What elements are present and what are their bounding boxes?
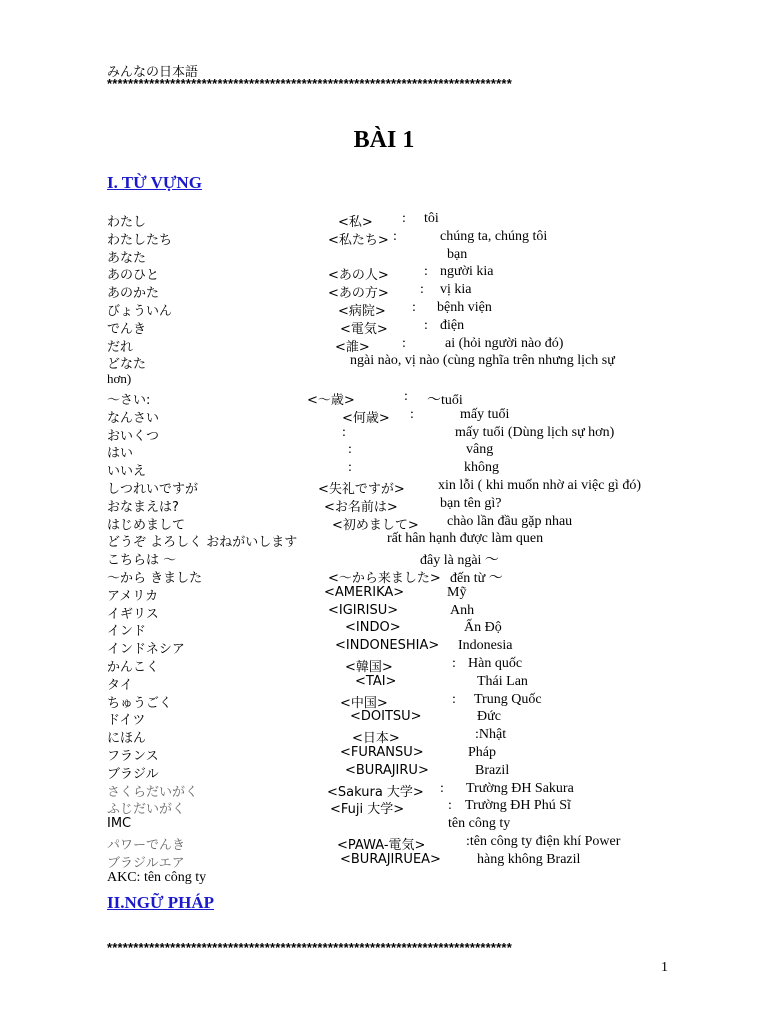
vocab-meaning: tên công ty [448, 816, 511, 832]
vocab-word: どなた [107, 357, 147, 373]
vocab-row [0, 798, 768, 816]
vocab-row [0, 264, 768, 282]
vocab-word: アメリカ [107, 588, 159, 604]
vocab-meaning: Indonesia [458, 638, 513, 654]
vocab-word: はじめまして [107, 517, 186, 533]
section-vocabulary-heading: I. TỪ VỰNG [107, 173, 202, 192]
vocab-row [0, 692, 768, 710]
vocab-kanji: <失礼ですが> [318, 482, 405, 497]
book-title: みんなの日本語 [107, 65, 199, 80]
vocab-meaning: bệnh viện [437, 300, 492, 315]
vocab-word: インドネシア [107, 642, 185, 658]
vocab-colon: : [452, 656, 456, 671]
vocab-meaning: rất hân hạnh được làm quen [387, 531, 544, 547]
vocab-row [0, 567, 768, 585]
vocab-kanji: <中国> [340, 695, 388, 711]
vocab-row [0, 300, 768, 318]
vocab-word: おなまえは? [107, 499, 179, 515]
vocab-row [0, 478, 768, 496]
vocab-row [0, 496, 768, 514]
vocab-row [0, 425, 768, 443]
bottom-divider: ***************************************************************************** [107, 940, 512, 955]
vocab-word: わたしたち [107, 232, 173, 248]
vocab-row [0, 531, 768, 549]
vocab-row [0, 745, 768, 763]
vocab-meaning: tôi [424, 211, 439, 226]
vocab-row [0, 674, 768, 692]
vocab-kanji: <INDONESHIA> [335, 638, 440, 654]
vocab-row [0, 460, 768, 478]
vocab-colon: : [412, 300, 416, 315]
vocab-word: あのひと [107, 268, 160, 284]
vocab-word: フランス [107, 749, 159, 764]
vocab-row [0, 620, 768, 638]
vocab-row [0, 638, 768, 656]
vocab-colon: : [393, 228, 397, 244]
vocab-row [0, 389, 768, 407]
vocab-word: でんき [107, 321, 147, 337]
vocab-row [0, 834, 768, 852]
vocab-colon: : [348, 442, 352, 458]
vocab-meaning: mấy tuổi [460, 406, 510, 422]
vocab-meaning: Thái Lan [477, 673, 528, 689]
vocab-word: IMC [107, 816, 132, 832]
vocab-kanji: <電気> [340, 321, 388, 337]
vocab-colon: : [420, 282, 424, 298]
vocab-kanji: <日本> [352, 731, 400, 747]
vocab-colon: : [424, 317, 428, 333]
vocab-kanji: <何歳> [342, 410, 390, 426]
vocab-word: おいくつ [107, 428, 160, 444]
vocab-kanji: <PAWA-電気> [337, 838, 426, 853]
vocab-word: ふじだいがく [107, 802, 186, 818]
vocab-meaning: Anh [450, 602, 475, 618]
vocab-meaning: ngài nào, vị nào (cùng nghĩa trên nhưng lịch sự [350, 353, 615, 369]
vocab-kanji: <DOITSU> [350, 709, 422, 725]
vocab-row [0, 816, 768, 834]
vocab-word: さくらだいがく [107, 784, 199, 800]
vocab-word: しつれいですが [107, 482, 199, 497]
vocab-row [0, 514, 768, 532]
vocab-row [0, 371, 768, 389]
vocab-meaning: người kia [440, 264, 494, 280]
vocab-word: AKC: tên công ty [107, 869, 207, 885]
vocab-meaning: bạn [447, 246, 468, 262]
vocab-word: パワーでんき [107, 838, 186, 853]
vocab-colon: : [402, 335, 406, 351]
vocab-word: ドイツ [107, 713, 146, 729]
vocab-word: ちゅうごく [107, 695, 173, 711]
vocab-kanji: <IGIRISU> [328, 602, 399, 618]
vocab-meaning: xin lỗi ( khi muốn nhờ ai việc gì đó) [438, 478, 641, 493]
vocab-colon: : [348, 460, 352, 476]
vocab-colon: : [452, 691, 456, 707]
vocab-row [0, 549, 768, 567]
vocab-meaning: Ấn Độ [464, 620, 502, 636]
vocab-word: インド [107, 624, 147, 640]
vocab-row [0, 709, 768, 727]
vocab-row [0, 247, 768, 265]
vocab-meaning: Mỹ [447, 584, 467, 600]
vocab-meaning: hàng không Brazil [477, 851, 581, 867]
vocab-row [0, 407, 768, 425]
top-divider: ***************************************************************************** [107, 76, 512, 91]
vocab-word: なんさい [107, 410, 160, 426]
vocab-meaning: ai (hỏi người nào đó) [445, 335, 564, 351]
vocab-kanji: <誰> [335, 339, 370, 355]
vocab-row [0, 852, 768, 870]
vocab-word: ブラジル [107, 766, 159, 782]
vocab-colon: : [440, 780, 444, 796]
vocab-meaning: Brazil [475, 762, 510, 778]
vocab-kanji: <～から来ました> [328, 571, 441, 586]
vocab-kanji: <Fuji 大学> [330, 802, 405, 818]
vocab-kanji: <BURAJIRU> [345, 762, 429, 778]
vocab-kanji: <あの方> [328, 286, 389, 302]
vocab-meaning: điện [440, 317, 465, 333]
vocab-word: hơn) [107, 371, 132, 387]
vocab-colon: : [410, 406, 414, 422]
vocab-row [0, 211, 768, 229]
vocab-colon: : [404, 389, 408, 404]
vocab-kanji: <FURANSU> [340, 745, 424, 760]
vocab-meaning: đến từ ～ [450, 571, 503, 586]
lesson-title: BÀI 1 [353, 127, 415, 153]
vocab-word: ～から きました [107, 571, 203, 586]
page-number: 1 [661, 960, 668, 975]
vocab-meaning: Đức [477, 709, 501, 725]
section-grammar-heading: II.NGỮ PHÁP [107, 893, 215, 912]
vocab-meaning: không [464, 460, 499, 476]
vocab-colon: : [448, 798, 452, 814]
vocab-meaning: vâng [466, 442, 494, 458]
vocab-colon: : [342, 424, 346, 440]
vocab-row [0, 336, 768, 354]
vocab-meaning: Pháp [468, 745, 496, 760]
vocab-kanji: <AMERIKA> [324, 584, 405, 600]
vocab-kanji: <韓国> [345, 660, 393, 675]
vocab-word: あなた [107, 250, 147, 266]
vocab-meaning: Trường ĐH Sakura [466, 780, 574, 796]
vocab-meaning: đây là ngài ～ [420, 553, 499, 569]
vocab-kanji: <病院> [338, 304, 386, 319]
vocab-kanji: <あの人> [328, 268, 389, 284]
vocab-word: イギリス [107, 606, 159, 622]
vocab-row [0, 603, 768, 621]
vocab-row [0, 656, 768, 674]
vocab-row [0, 727, 768, 745]
vocab-meaning: :tên công ty điện khí Power [466, 834, 621, 849]
vocab-word: かんこく [107, 660, 160, 675]
vocab-meaning: bạn tên gì? [440, 495, 502, 511]
vocab-colon: : [402, 211, 406, 226]
vocab-row [0, 353, 768, 371]
vocab-word: あのかた [107, 286, 160, 302]
vocab-kanji: <BURAJIRUEA> [340, 851, 441, 867]
vocab-kanji: <Sakura 大学> [327, 784, 424, 800]
vocab-meaning: mấy tuổi (Dùng lịch sự hơn) [455, 424, 615, 440]
vocab-row [0, 763, 768, 781]
vocab-row [0, 781, 768, 799]
vocab-word: タイ [107, 677, 133, 693]
vocab-meaning: chào lần đầu gặp nhau [447, 513, 573, 529]
vocab-word: こちらは ～ [107, 553, 177, 569]
vocab-meaning: vị kia [440, 282, 472, 298]
vocab-kanji: <私たち> [328, 232, 389, 248]
vocab-row [0, 870, 768, 888]
vocab-word: ～さい: [107, 393, 151, 408]
vocab-meaning: Trường ĐH Phú Sĩ [465, 798, 571, 814]
vocab-row [0, 318, 768, 336]
vocab-word: どうぞ よろしく おねがいします [107, 535, 298, 551]
vocab-meaning: ～tuổi [427, 393, 463, 408]
vocab-word: にほん [107, 731, 147, 747]
vocab-kanji: <TAI> [355, 673, 397, 689]
vocab-row [0, 229, 768, 247]
vocab-word: びょういん [107, 304, 173, 319]
vocab-meaning: chúng ta, chúng tôi [440, 228, 548, 244]
vocab-meaning: :Nhật [475, 727, 507, 743]
vocab-colon: : [424, 264, 428, 280]
vocab-word: いいえ [107, 464, 147, 480]
vocab-kanji: <INDO> [345, 620, 401, 636]
vocab-word: ブラジルエア [107, 855, 185, 871]
vocab-word: わたし [107, 215, 147, 230]
vocab-word: はい [107, 446, 134, 462]
vocab-kanji: <お名前は> [324, 499, 398, 515]
vocab-row [0, 585, 768, 603]
vocab-meaning: Hàn quốc [468, 656, 523, 671]
vocab-kanji: <～歳> [307, 393, 355, 408]
vocab-kanji: <初めまして> [332, 517, 419, 533]
vocab-row [0, 442, 768, 460]
vocab-word: だれ [107, 339, 134, 355]
vocab-row [0, 282, 768, 300]
vocab-meaning: Trung Quốc [474, 691, 542, 707]
vocab-kanji: <私> [338, 215, 373, 230]
